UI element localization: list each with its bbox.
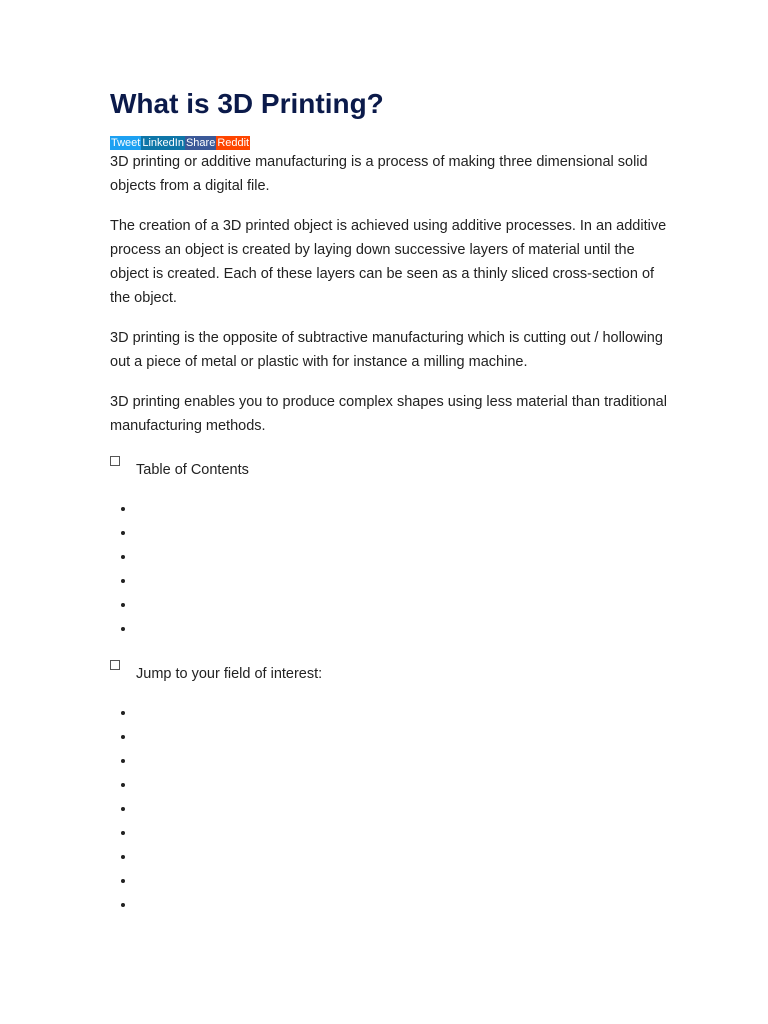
paragraph-additive-process: The creation of a 3D printed object is achieved using additive processes. In an additive process an object is created by laying down successive layers of material until the object is created. Each of these layers can be seen as a thinly sliced cross-section of the object. xyxy=(110,218,667,306)
linkedin-button[interactable]: LinkedIn xyxy=(142,137,184,149)
toc-list xyxy=(110,496,670,640)
toc-item[interactable] xyxy=(136,616,670,640)
jump-item[interactable] xyxy=(136,700,670,724)
page-title: What is 3D Printing? xyxy=(110,88,384,119)
toc-item[interactable] xyxy=(136,592,670,616)
jump-item[interactable] xyxy=(136,724,670,748)
jump-checkbox[interactable] xyxy=(110,660,120,670)
reddit-button[interactable]: Reddit xyxy=(217,137,250,149)
share-bar xyxy=(110,136,670,150)
article xyxy=(110,84,670,934)
share-button[interactable]: Share xyxy=(185,137,216,149)
jump-item[interactable] xyxy=(136,772,670,796)
toc-checkbox[interactable] xyxy=(110,456,120,466)
paragraph-intro: 3D printing or additive manufacturing is a process of making three dimensional solid objects from a digital file. xyxy=(110,154,648,194)
toc-label: Table of Contents xyxy=(136,462,249,478)
jump-toggle[interactable] xyxy=(110,658,670,682)
jump-item[interactable] xyxy=(136,868,670,892)
paragraph-complex-shapes: 3D printing enables you to produce complex shapes using less material than traditional manufacturing methods. xyxy=(110,394,667,434)
jump-item[interactable] xyxy=(136,796,670,820)
toc-item[interactable] xyxy=(136,496,670,520)
toc-item[interactable] xyxy=(136,520,670,544)
jump-item[interactable] xyxy=(136,892,670,916)
jump-item[interactable] xyxy=(136,844,670,868)
jump-item[interactable] xyxy=(136,820,670,844)
toc-item[interactable] xyxy=(136,568,670,592)
paragraph-subtractive: 3D printing is the opposite of subtractive manufacturing which is cutting out / hollowing out a piece of metal or plastic with for instance a milling machine. xyxy=(110,330,663,370)
toc-item[interactable] xyxy=(136,544,670,568)
jump-list xyxy=(110,700,670,916)
toc-toggle[interactable] xyxy=(110,454,670,478)
jump-item[interactable] xyxy=(136,748,670,772)
tweet-button[interactable]: Tweet xyxy=(111,137,141,149)
jump-label: Jump to your field of interest: xyxy=(136,666,323,682)
